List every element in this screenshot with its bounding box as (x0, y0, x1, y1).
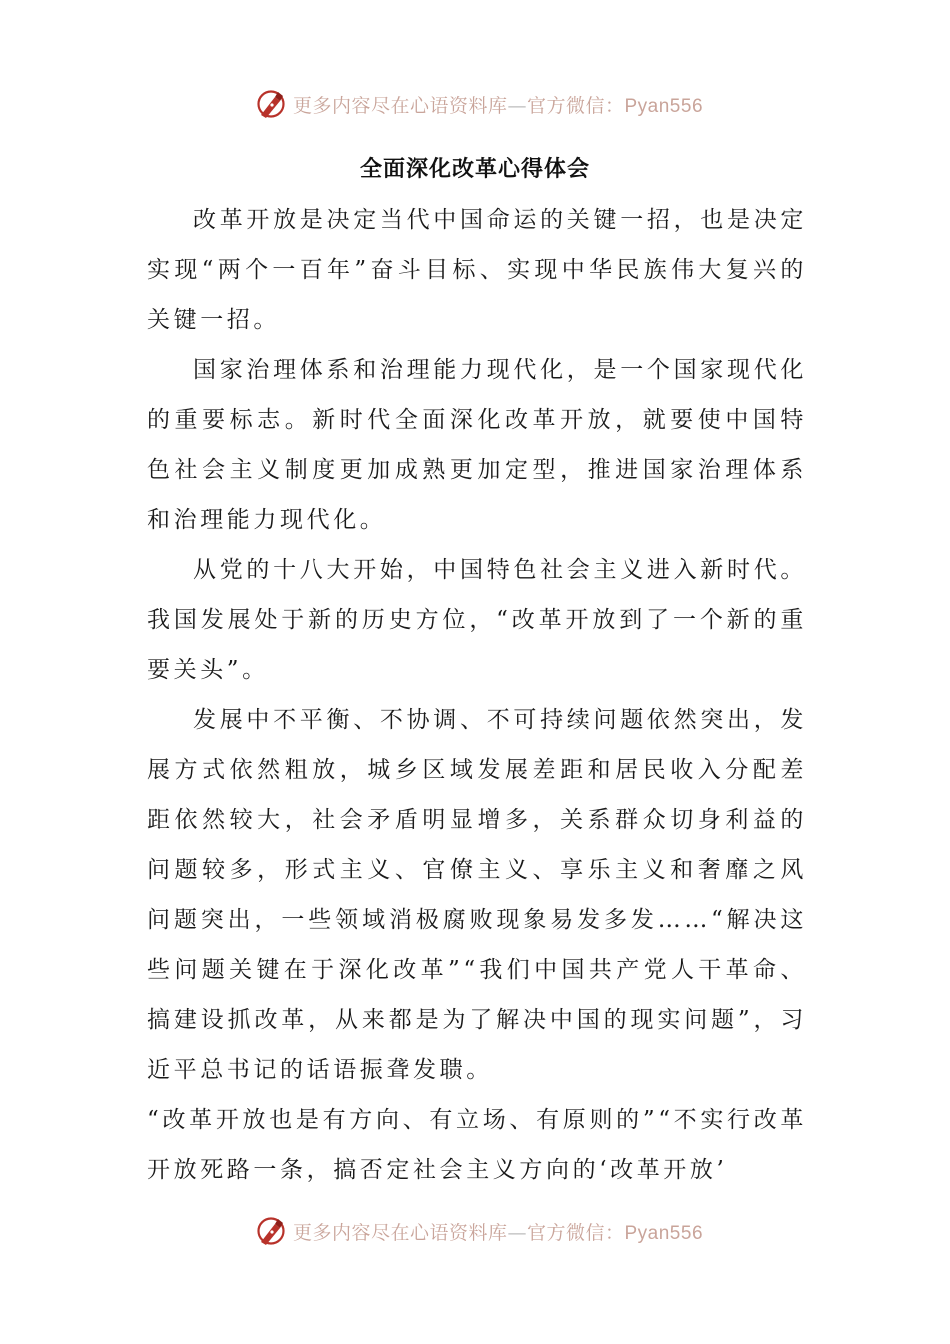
banner-separator: — (507, 1221, 527, 1244)
banner-inner (247, 1215, 703, 1247)
paragraph-4: 发展中不平衡、不协调、不可持续问题依然突出，发展方式依然粗放，城乡区域发展差距和居民收入分配差距依然较大，社会矛盾明显增多，关系群众切身利益的问题较多，形式主义、官僚主义、享乐主义和奢靡之风问题突出，一些领域消极腐败现象易发多发……“解决这些问题关键在于深化改革”“我们中国共产党人干革命、搞建设抓改革，从来都是为了解决中国的现实问题”，习近平总书记的话语振聋发聩。 (147, 707, 807, 1083)
footer-banner (0, 1211, 950, 1251)
banner-site-name: 更多内容尽在心语资料库 (292, 1221, 508, 1244)
banner-separator: — (507, 94, 527, 117)
banner-wechat-label: 官方微信： (526, 94, 625, 117)
header-banner (0, 84, 950, 124)
document-body (147, 195, 807, 1195)
pen-nib-logo-icon (255, 88, 287, 120)
pen-nib-logo-icon (255, 1215, 287, 1247)
banner-wechat-label: 官方微信： (526, 1221, 625, 1244)
banner-text (293, 91, 703, 118)
banner-inner (247, 88, 703, 120)
paragraph-2: 国家治理体系和治理能力现代化，是一个国家现代化的重要标志。新时代全面深化改革开放，就要使中国特色社会主义制度更加成熟更加定型，推进国家治理体系和治理能力现代化。 (147, 357, 807, 533)
banner-wechat-id: Pyan556 (624, 1222, 704, 1244)
banner-site-name: 更多内容尽在心语资料库 (292, 94, 508, 117)
paragraph-1: 改革开放是决定当代中国命运的关键一招，也是决定实现“两个一百年”奋斗目标、实现中华民族伟大复兴的关键一招。 (147, 207, 807, 333)
paragraph-5: “改革开放也是有方向、有立场、有原则的”“不实行改革开放死路一条，搞否定社会主义方向的‘改革开放’ (147, 1107, 807, 1183)
paragraph-3: 从党的十八大开始，中国特色社会主义进入新时代。我国发展处于新的历史方位，“改革开放到了一个新的重要关头”。 (147, 557, 807, 683)
document-title: 全面深化改革心得体会 (359, 157, 590, 182)
banner-wechat-id: Pyan556 (624, 95, 704, 117)
banner-text (293, 1218, 703, 1245)
